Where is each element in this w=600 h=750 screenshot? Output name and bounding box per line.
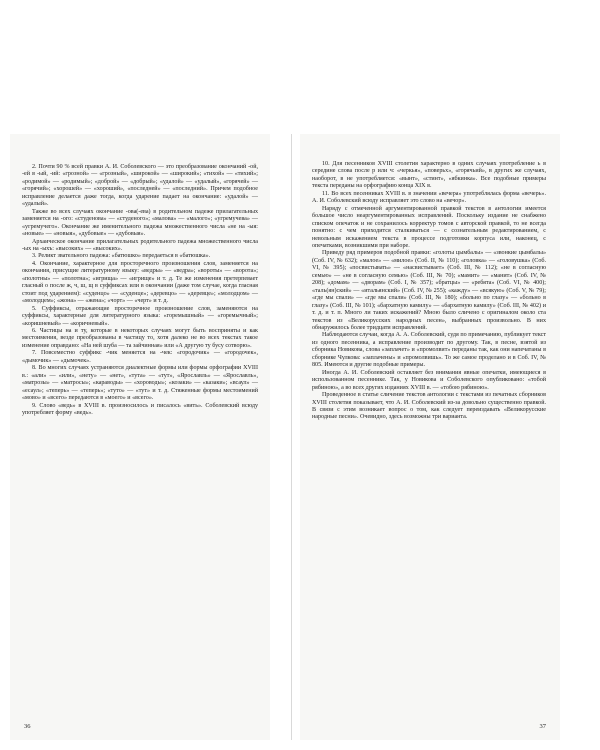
paragraph: Иногда А. И. Соболевский оставляет без внимания явные опечатки, имеющиеся в использованном песеннике. Так, у Новикова и Соболевского опубликовано: «тобой рябиною», а во всех других изданиях XVIII в. — «тобою рябиною».: [312, 369, 546, 391]
paragraph: Наблюдаются случаи, когда А. А. Соболевский, судя по примечанию, публикует текст из одного песенника, а исправление производит по другому. Так, в песне, взятой из сборника Новикова, слова «заплачет» и «промолвит» переданы так, как они напечатаны в сборнике Чулкова: «заплачены» и «промолвишь». То же самое проделано и в Соб. IV, № 805. Имеются и другие подобные примеры.: [312, 332, 546, 369]
page-number-left: 36: [24, 723, 31, 730]
paragraph: 8. Во многих случаях устраняются диалектные формы или формы орфографии XVIII в.: «али» — «или», «нету» — «нет», «тута» — «тут», «Ярославль» — «Ярославль», «матрозы» — «матросы»; «караводы» — «хороводы»; «козаки» — «казаки»; «всаул» — «есаул»; «теперь» — «теперь»; «туто» — «тут» и т. д. Стяженные формы местоимений «мово» и «всего» передаются в «моего» и «всего».: [22, 365, 258, 402]
paragraph: 2. Почти 90 % всей правки А. И. Соболевского — это преобразование окончаний -ой, -ей в -ый, -ий: «грозной» — «грозный», «широкой» — «широкий»; «тихой» — «тихий»; «родимой» — «родимый»; «доброй» — «добрый»; «удалой» — «удалый», «горячей» — «горячий»; «хорошей» — «хороший», «последней» — «последний». Причем подобное исправление делается даже тогда, когда ударение падает на окончание: «удалой» — «удалый».: [22, 164, 258, 208]
left-page: [10, 134, 270, 740]
paragraph: Также во всех случаях окончание -ова(-ева) в родительном падеже прилагательных заменяется на -ого: «студенова» — «студеного»; «малова» — «малого»; «угремучева» — «угремучего». Окончание же именительного падежа множественного числа «не на -ыя: «новые» — «новыя», «дубовые» — «дубовыя».: [22, 208, 258, 238]
paragraph: 5. Суффиксы, отражающие просторечное произношение слов, заменяются на суффиксы, характерные для литературного языка: «горемышный» — «горемычный»; «коришневый» — «коричневый».: [22, 305, 258, 327]
right-page: [300, 134, 560, 740]
paragraph: Архаическое окончание прилагательных родительного падежа множественного числа -ых на -ыхъ: «высоких» — «высоких».: [22, 238, 258, 252]
paragraph: 3. Реликт звательного падежа: «батюшко» передаеться в «батюшка».: [32, 253, 211, 260]
gutter-divider: [291, 134, 292, 740]
page-number-right: 37: [539, 723, 546, 730]
paragraph: 9. Слово «ведь» в XVIII в. произносилось и писалось «вить». Соболевский всюду употребляет форму «ведь».: [22, 402, 258, 416]
paragraph: 4. Окончание, характерное для просторечного произношения слов, заменяется на окончания, присущие литературному языку: «ведры» — «ведра»; «вороты» — «ворота»; «полотны» — «полотна»; «игрища» — «игрище» и т. д. Те же изменения претерпевает гласный о после ж, ч, ш, щ в суффиксах или в окончании (даже том случае, когда гласная стоит под ударением): «суденцо» — «суденце»; «деревцо» — «деревце»; «молодцом» — «молодцем»; «жона» — «жена»; «чорт» — «черт» и т. д.: [22, 260, 258, 305]
paragraph: 10. Для песенников XVIII столетия характерно в одних случаях употребление ь в середине слова после р или ч: «черкья», «поверьх», «горячьий», в других же случаях, наоборот, в не употребляется: «вынт», «стинт», «ябкинка». Все подобные примеры текста переданы на орфографию конца XIX в.: [312, 161, 546, 190]
paragraph: Проведенное в статье сличение текстов антологии с текстами из печатных сборников XVIII столетия показывает, что А. И. Соболевский из-за довольно существенно правкой. В связи с этим возникает вопрос о том, как следует переиздавать «Великорусские народные песни». Очевидно, здесь возможны три варианта.: [312, 392, 546, 421]
paragraph: Приведу ряд примеров подобной правки: «голоты цымбалы» — «звонкие цымбалы» (Соб. IV, № 632); «малое» — «милое» (Соб. II, № 110); «головка» — «головушка» (Соб. VI, № 395); «посвистывать» — «насвистывает» (Соб. III, № 112); «не в согласную семью» — «не в согласную семью» (Соб. III, № 70); «мамит» — «манит» (Соб. IV, № 208); «домам» — «дворам» (Соб. I, № 357); «братцы» — «ребята» (Соб. VI, № 400); «таль(ян)ский» — «итальянский» (Соб. IV, № 255); «кажду» — «всякую» (Соб. V, № 79); «где мы спали» — «где мы спали» (Соб. III, № 180); «больно по глазу» — «больно в глазу» (Соб. III, № 101); «бархатную камилу» — «бархатную камилу» (Соб. III, № 402) и т. д. и т. п. Много ли таких искажений? Мною было сличено с оригиналом около ста текстов из «Великорусских народных песен», выбранных произвольно. В них обнаружилось более тридцати исправлений.: [312, 250, 546, 331]
paragraph: Наряду с отмеченной аргументированной правкой текстов в антологии имеется большое число неаргументированных исправлений. Поскольку издание не снабжено списком опечаток и не сохранилось корректур томов с авторской правкой, то не всегда понятно: с чем приходится сталкиваться — с сознательным редактированием, с невольным искажением текста в процессе подготовки корпуса или, наконец, с опечатками, возникшими при наборе.: [312, 205, 546, 249]
paragraph: 7. Повсеместно суффикс -чик меняется на -чек: «городочик» — «городочек», «дымочик» — «дымочек».: [22, 350, 258, 364]
paragraph: 11. Во всех песенниках XVIII в. в значении «вечера» употреблялась форма «вечерь». А. И. Соболевский всюду исправляет это слово на «вечор».: [312, 190, 546, 205]
paragraph: 6. Частицы на и ту, которые в некоторых случаях могут быть восприняты и как местоимения, везде преобразованы в частицу то, хотя далеко не во всех текстах такое изменение оправдано: «На ней шуба — та зайчинная» или «А другую ту бусу сотворю».: [22, 327, 258, 349]
